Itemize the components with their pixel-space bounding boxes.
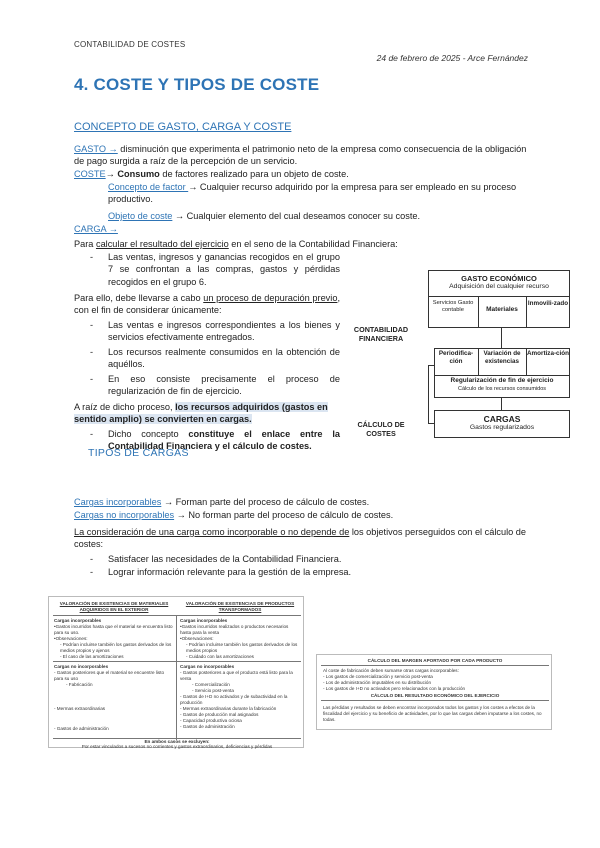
bullet3-bold: constituye el enlace entre la Contabilidad Financiera y el cálculo de costes. [108,429,340,452]
cell-line: - Cuidado con las amortizaciones [186,654,254,659]
table-footer: En ambos casos se excluyen: [144,739,210,744]
para-calcular-paragraph [74,238,528,250]
bullet-dash: - [90,252,94,262]
list-item [90,251,340,288]
bullet3-pre: Dicho concepto [108,429,189,439]
bullet-text: Lograr información relevante para la gestión de la empresa. [108,567,352,577]
para-ello-post: , con el fin de considerar únicamente: [74,293,340,316]
gasto-term: GASTO → [74,144,118,154]
cell-line: - Gastos posteriores que el material se encuentre listo para su uso [54,670,165,681]
table-cell [54,618,174,660]
cell-line: - Podrían incluirse también los gastos derivados de los medios propios y ajenos [60,642,172,653]
cell-line: - Servicio post-venta [192,688,234,693]
divider [434,375,570,376]
bullet-dash: - [90,347,94,357]
cell-line: •Observaciones: [54,636,88,641]
cargas-incorporables-term: Cargas incorporables [74,497,162,507]
cargas-no-incorporables-term: Cargas no incorporables [74,510,175,520]
objeto-coste-paragraph [108,210,528,222]
amortizacion-label: Amortiza-ción [527,350,569,374]
table-cell [54,664,174,736]
bullet-text: En eso consiste precisamente el proceso de regularización de fin de ejercicio. [108,374,340,397]
divider [321,665,549,666]
col-materiales: Materiales [479,306,525,318]
cargas-sub: Gastos regularizados [469,424,535,431]
cell-line: Cargas no incorporables [180,664,235,669]
cell-line: Cargas incorporables [54,618,102,623]
bullet-dash: - [90,554,94,564]
cell-line: •Gastos incurridos realizados o productos necesarios hasta para la venta [180,624,289,635]
divider [53,661,301,662]
table-header: VALORACIÓN DE EXISTENCIAS DE MATERIALES ADQUIRIDOS EN EL EXTERIOR [59,601,169,612]
divider [176,615,177,740]
cell-line: - Comercialización [192,682,230,687]
table-cell [180,618,300,660]
bullet-text: Satisfacer las necesidades de la Contabilidad Financiera. [108,554,342,564]
para-calcular-pre: Para [74,239,96,249]
cell-line: - Mermas extraordinarias [54,706,106,711]
bullet-text: Los recursos realmente consumidos en la obtención de aquéllos. [108,347,340,370]
page-title: 4. COSTE Y TIPOS DE COSTE [74,75,320,94]
periodificacion-label: Periodifica-ción [435,350,477,374]
table-header: CÁLCULO DEL MARGEN APORTADO POR CADA PRODUCTO [367,658,503,663]
coste-term: COSTE [74,169,106,179]
cell-line: Cargas no incorporables [54,664,109,669]
section-heading: CONCEPTO DE GASTO, CARGA Y COSTE [74,121,292,133]
concepto-factor-term: Concepto de factor [108,182,189,192]
cell-line: Al coste de fabricación deben sumarse otras cargas incorporables: [323,668,459,673]
divider [321,700,549,701]
connector [501,328,502,348]
cell-line: - Mermas extraordinarias durante la fabricación [180,706,277,711]
cargas-title: CARGAS [483,414,521,424]
connector [501,398,502,410]
list-item [90,319,340,344]
cell-line: - Podrían incluirse también los gastos derivados de los medios propios [186,642,298,653]
bullet-dash: - [90,374,94,384]
divider [53,615,301,616]
cell-line: •Observaciones: [180,636,214,641]
cell-line: - Los de administración imputables en su distribución [323,680,432,685]
para-ello-pre: Para ello, debe llevarse a cabo [74,293,204,303]
list-item [90,566,528,578]
cargas-box [434,410,570,438]
objeto-coste-term: Objeto de coste [108,211,173,221]
cell-line: - Capacidad productiva ociosa [180,718,242,723]
valoracion-table [48,596,304,748]
col-inmovilizado: Inmovili-zado [527,298,569,326]
bracket-line [428,365,434,366]
table-header: VALORACIÓN DE EXISTENCIAS DE PRODUCTOS TRANSFORMADOS [185,601,295,612]
margen-table [316,654,552,730]
diagram-label-contabilidad: CONTABILIDAD FINANCIERA [353,325,409,343]
table-footer-note: Por estar vinculados a sucesos no corrientes y gastos extraordinarios, deficiencias y pérdidas [81,744,273,749]
objeto-coste-text: → Cualquier elemento del cual deseamos conocer su coste. [172,211,421,221]
list-item [90,373,340,398]
table-cell: Las pérdidas y resultados se deben encontrar incorporados todos los gastos y los costes a efectos de la fiscalidad del ejercicio y su beneficio de actividades, por lo que las cargas deben imputarse a los costes, no todas. [323,705,542,722]
para-calcular-underlined: calcular el resultado del ejercicio [95,239,229,249]
cell-line: - El caso de las amortizaciones [60,654,124,659]
cell-line: - Los gastos de I+D no activados pero relacionados con la producción [323,686,466,691]
concepto-factor-paragraph [108,181,528,206]
cell-line: - Gastos de administración [54,726,109,731]
coste-paragraph [74,168,528,180]
consideracion-paragraph [74,526,528,551]
consideracion-underlined: La consideración de una carga como incorporable o no depende de [74,527,350,537]
table-header: CÁLCULO DEL RESULTADO ECONÓMICO DEL EJERCICIO [370,693,500,698]
carga-paragraph [74,223,118,235]
diagram-label-calculo: CÁLCULO DE COSTES [357,420,405,438]
coste-arrow: → [105,169,118,179]
coste-text: de factores realizado para un objeto de coste. [159,169,349,179]
cell-line: - Gastos de I+D no activados y de subactividad en la producción [180,694,288,705]
variacion-label: Variación de existencias [479,350,525,374]
bracket-line [428,365,429,423]
col-servicios: Servicios Gasto contable [429,298,477,326]
carga-term: CARGA → [74,224,118,234]
bullet-dash: - [90,567,94,577]
gasto-text: disminución que experimenta el patrimonio neto de la empresa como consecuencia de la obligación de pago surgida a raíz de la percepción de un servicio. [74,144,527,167]
cargas-incorporables-text: → Forman parte del proceso de cálculo de costes. [161,497,370,507]
table-cell [180,664,300,736]
tipos-heading: TIPOS DE CARGAS [88,447,189,459]
cell-line: Cargas incorporables [180,618,228,623]
cargas-no-incorporables-paragraph [74,509,528,521]
cargas-no-incorporables-text: → No forman parte del proceso de cálculo de costes. [174,510,394,520]
cell-line: - Gastos de administración [180,724,235,729]
cell-line: - Los gastos de comercialización y servicio post-venta [323,674,433,679]
cell-line: - Fabricación [66,682,93,687]
header-date-author: 24 de febrero de 2025 - Arce Fernández [376,53,528,63]
regularizacion-sub: Cálculo de los recursos consumidos [457,386,547,392]
bullet-text: Las ventas e ingresos correspondientes a los bienes y servicios efectivamente entregados. [108,320,340,343]
raiz-paragraph [74,401,342,426]
regularizacion-box [435,377,569,397]
cargas-incorporables-paragraph [74,496,528,508]
raiz-pre: A raíz de dicho proceso, [74,402,176,412]
table-cell [323,668,549,692]
gasto-paragraph [74,143,528,168]
consideracion-post: los objetivos perseguidos con el cálculo de costes: [74,527,527,550]
bullet-dash: - [90,320,94,330]
regularizacion-title: Regularización de fin de ejercicio [450,377,554,384]
cell-line: •Gastos incurridos hasta que el material se encuentra listo para su uso. [54,624,173,635]
cell-line: - Gastos posteriores a que el producto está listo para la venta [180,670,293,681]
bullet-text: Las ventas, ingresos y ganancias recogidos en el grupo 7 se confrontan a las compras, gastos y pérdidas recogidos en el grupo 6. [108,252,340,287]
cost-diagram [346,265,572,455]
coste-bold: Consumo [117,169,160,179]
gasto-economico-title: GASTO ECONÓMICO [461,274,537,283]
para-ello-underlined: un proceso de depuración previo [203,293,338,303]
para-ello-paragraph [74,292,340,317]
cell-line: - Gastos de producción mal asignados [180,712,259,717]
bullet-dash: - [90,429,94,439]
gasto-economico-sub: Adquisición del cualquier recurso [449,283,549,290]
para-calcular-post: en el seno de la Contabilidad Financiera: [228,239,398,249]
concepto-factor-text: → Cualquier recurso adquirido por la empresa para ser empleado en su proceso productivo. [108,182,517,205]
header-subject: CONTABILIDAD DE COSTES [74,40,186,49]
list-item [90,553,528,565]
divider [428,296,570,297]
list-item [90,346,340,371]
raiz-highlight: los recursos adquiridos (gastos en sentido amplio) se convierten en cargas. [74,402,328,425]
